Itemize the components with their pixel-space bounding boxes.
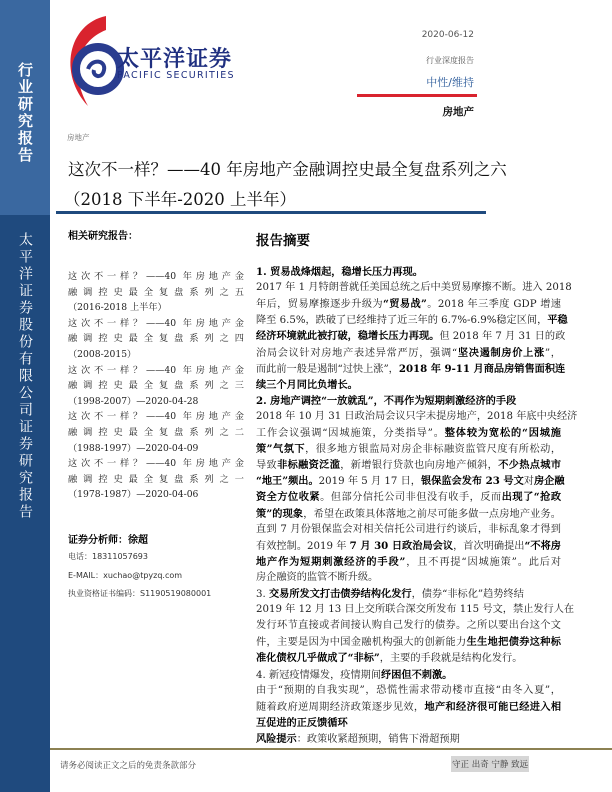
footer-divider [50, 748, 612, 750]
related-report-line: （1998-2007）—2020-04-28 [68, 395, 199, 407]
sidebar-label: 行业研究报告 [16, 62, 34, 164]
summary-line [256, 539, 561, 553]
summary-heading: 报告摘要 [256, 233, 310, 249]
pacific-logo-icon [58, 14, 126, 114]
summary-bold-text: 出现了“抢政 [501, 491, 562, 504]
summary-text: 2017 年 1 月特朗普就任美国总统之后中美贸易摩擦不断。进入 2018 [256, 282, 572, 294]
summary-line [256, 281, 572, 295]
summary-line [256, 474, 565, 488]
analyst-phone: 电话：18311057693 [68, 552, 148, 561]
summary-bold-text: 整体较为宽松的“因城施 [444, 427, 561, 439]
summary-line [256, 426, 561, 440]
summary-line [256, 265, 561, 279]
summary-text: ，主要的手段就是结构化发行。 [379, 653, 523, 665]
summary-bold-text: 经济环境就此被打破，稳增长压力再现。 [256, 330, 440, 343]
summary-text: 4. 新冠疫情爆发，疫情期间 [256, 669, 382, 681]
related-report-line: 融调控史最全复盘系列之三 [68, 380, 244, 392]
summary-line [256, 410, 578, 424]
disclaimer: 请务必阅读正文之后的免责条款部分 [60, 761, 197, 771]
logo-cn: 太平洋证券 [117, 47, 233, 72]
related-report-line: 这次不一样？——40 年房地产金 [68, 458, 244, 470]
summary-bold-text: 交易所发文打击债券结构化发行 [268, 588, 412, 600]
summary-line [256, 378, 561, 392]
summary-line [256, 571, 561, 585]
summary-text: ，且不再提“因城施策”。此后对 [405, 556, 562, 568]
summary-text: ，新增银行贷款也向房地产倾斜， [340, 460, 499, 472]
summary-text: 随着政府逆周期经济政策逐步见效， [256, 701, 425, 713]
industry: 房地产 [442, 106, 474, 118]
summary-text: 工作会议强调“因城施策，分类指导”。 [256, 428, 445, 439]
summary-line [256, 587, 561, 601]
related-report-line: 这次不一样？——40 年房地产金 [68, 317, 244, 329]
summary-text: 房企融资的监管不断升级。 [256, 571, 379, 583]
related-report-line: （1988-1997）—2020-04-09 [68, 442, 199, 454]
summary-bold-text: “地王”频出。 [256, 475, 319, 488]
summary-bold-text: “贸易战” [383, 298, 427, 311]
summary-bold-text: 银保监会发布 23 号文 [420, 475, 524, 488]
summary-text: ，债券“非标化”趋势终结 [411, 589, 524, 600]
title-line1: 这次不一样？——40 年房地产金融调控史最全复盘系列之六 [68, 160, 507, 179]
summary-bold-text: 2. 房地产调控“一放就乱”，不再作为短期刺激经济的手段 [256, 394, 517, 407]
analyst-email[interactable]: E-MAIL：xuchao@tpyzq.com [68, 571, 183, 580]
related-report-line: （2008-2015） [68, 349, 137, 360]
summary-bold-text: 平稳 [547, 314, 568, 327]
summary-bold-text: 2018 年 9-11 月商品房销售面积连 [398, 362, 566, 375]
related-report-line: （2016-2018 上半年） [68, 302, 167, 314]
summary-line [256, 362, 566, 376]
summary-line [256, 313, 568, 327]
summary-bold-text: 纾困但不刺激。 [381, 668, 453, 681]
related-report-line: 融调控史最全复盘系列之二 [68, 427, 244, 438]
summary-bold-text: 地产作为短期刺激经济的手段” [256, 555, 406, 568]
summary-line [256, 490, 561, 504]
title-line2: （2018 下半年-2020 上半年） [64, 190, 297, 209]
title-divider [56, 211, 486, 214]
summary-text: 。2018 年三季度 GDP 增速 [426, 299, 561, 311]
summary-text: 件，主要是因为中国金融机构强大的创新能力 [256, 637, 467, 649]
related-report-line: 这次不一样？——40 年房地产金 [68, 411, 244, 423]
summary-line [256, 442, 561, 456]
summary-bold-text: 7 月 30 日政治局会议 [349, 539, 454, 552]
summary-text: ，首次明确提出 [453, 540, 525, 552]
summary-text: 2019 年 12 月 13 日上交所联合深交所发布 115 号文，禁止发行人在 [256, 604, 575, 616]
summary-line [256, 684, 561, 698]
summary-text: 直到 7 月份银保监会对相关信托公司进行约谈后，非标乱象才得到 [256, 523, 561, 535]
summary-bold-text: “不将房 [524, 539, 561, 552]
rating: 中性/维持 [426, 76, 474, 89]
summary-bold-text: 互促进的正反馈循环 [256, 716, 348, 729]
summary-text: ：政策收紧超预期，销售下滑超预期 [296, 733, 460, 745]
summary-line [256, 458, 561, 472]
summary-line [256, 394, 561, 408]
summary-bold-text: 不少热点城市 [498, 459, 562, 472]
summary-bold-text: 风险提示 [256, 732, 297, 745]
summary-line [256, 635, 561, 649]
summary-text: 2018 年 10 月 31 日政治局会议只字未提房地产，2018 年底中央经济 [256, 410, 578, 422]
summary-text: 而此前一般是遏制“过快上涨”， [256, 363, 399, 375]
summary-bold-text: 生生地把债券这种标 [466, 636, 561, 649]
summary-text: 对 [523, 476, 534, 488]
summary-line [256, 732, 561, 746]
summary-bold-text: 坚决遏制房价上涨 [457, 346, 545, 359]
summary-text: 。但部分信托公司非但没有收手，反而 [320, 492, 502, 504]
report-type: 行业深度报告 [426, 56, 474, 65]
summary-text: 但 2018 年 7 月 31 日的政 [439, 331, 566, 343]
summary-text: 有效控制。2019 年 [256, 540, 350, 552]
summary-text: 3. [256, 589, 269, 600]
related-report-line: （1978-1987）—2020-04-06 [68, 489, 199, 501]
sidebar-company: 太平洋证券股份有限公司证券研究报告 [17, 232, 33, 521]
summary-line [256, 523, 561, 537]
summary-line [256, 619, 561, 633]
summary-line [256, 507, 561, 521]
summary-text: 导致 [256, 460, 278, 472]
summary-bold-text: 资全方位收紧 [256, 491, 321, 504]
summary-bold-text: 策”气氛下 [256, 443, 306, 456]
summary-text: ，希望在政策具体落地之前尽可能多做一点房地产业务。 [303, 508, 561, 520]
summary-text: 发行环节直接或者间接认购自己发行的债券。之所以要出台这个文 [256, 620, 561, 632]
summary-line [256, 651, 561, 665]
analyst-name: 证券分析师：徐超 [68, 535, 148, 546]
related-report-line: 这次不一样？——40 年房地产金 [68, 271, 244, 282]
related-report-line: 融调控史最全复盘系列之五 [68, 286, 244, 298]
related-report-line: 这次不一样？——40 年房地产金 [68, 364, 244, 376]
summary-text: 治局会议针对房地产表述异常严厉，强调“ [256, 347, 458, 359]
related-report-line: 融调控史最全复盘系列之一 [68, 473, 244, 485]
report-date: 2020-06-12 [421, 30, 474, 40]
summary-bold-text: 续三个月同比负增长。 [256, 378, 358, 391]
summary-line [256, 668, 561, 682]
summary-line [256, 555, 561, 569]
related-heading: 相关研究报告： [68, 231, 138, 242]
summary-text: 降至 6.5%，跌破了已经维持了近三年的 6.7%-6.9%稳定区间， [256, 315, 548, 327]
summary-text: 年后，贸易摩擦逐步升级为 [256, 299, 384, 311]
summary-bold-text: 房企融 [533, 475, 565, 488]
summary-text: ，很多地方银监局对房企非标融资监管尺度有所松动， [305, 444, 562, 456]
summary-bold-text: 非标融资泛滥 [277, 459, 341, 472]
related-report-line: 融调控史最全复盘系列之四 [68, 333, 244, 345]
summary-bold-text: 策”的现象 [256, 507, 304, 520]
analyst-cert: 执业资格证书编码：S1190519080001 [68, 589, 212, 598]
summary-line [256, 716, 561, 730]
summary-text: 由于“预期的自我实现”，恐慌性需求带动楼市直接“由冬入夏”， [256, 684, 561, 696]
category: 房地产 [67, 133, 90, 142]
summary-text: 2019 年 5 月 17 日， [318, 476, 421, 488]
summary-line [256, 700, 561, 714]
summary-line [256, 329, 566, 343]
motto: 守正 出奇 宁静 致远 [451, 756, 529, 772]
summary-line [256, 346, 561, 360]
rating-divider [357, 94, 477, 97]
summary-bold-text: 准化债权几乎做成了“非标” [256, 652, 380, 665]
logo-en: PACIFIC SECURITIES [117, 70, 235, 81]
summary-bold-text: 地产和经济很可能已经进入相 [424, 700, 562, 713]
summary-text: ”， [544, 347, 561, 359]
summary-line [256, 603, 575, 617]
summary-bold-text: 1. 贸易战烽烟起，稳增长压力再现。 [256, 266, 423, 278]
summary-line [256, 297, 561, 311]
